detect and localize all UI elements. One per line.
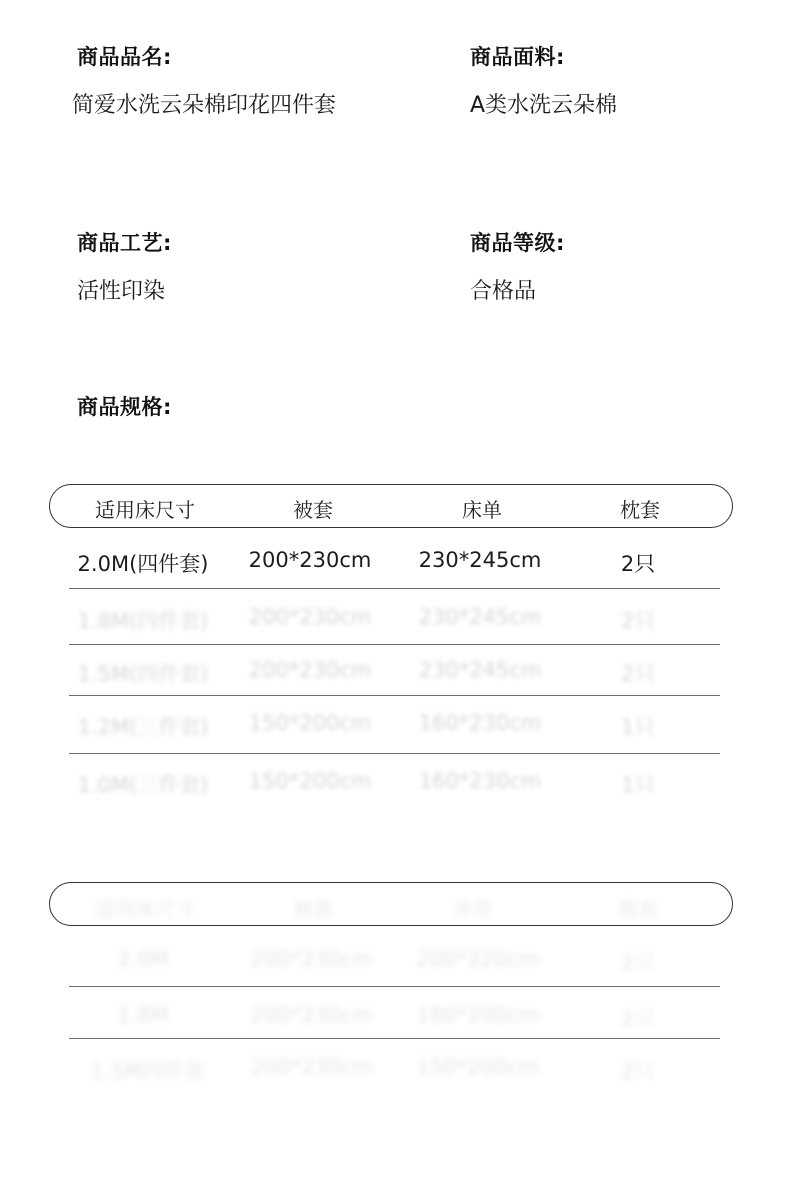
header-duvet: 被套 xyxy=(293,498,333,522)
table-cell: 1只 xyxy=(620,715,656,739)
table-cell: 200*230cm xyxy=(248,605,372,629)
fabric-value: A类水洗云朵棉 xyxy=(470,93,618,118)
table-cell: 2只 xyxy=(620,1059,656,1083)
table-cell: 150*200cm xyxy=(248,711,372,735)
table-cell: 1.5M四件套 xyxy=(90,1059,206,1083)
table-cell: 2只 xyxy=(620,951,656,975)
table-cell: 1.2M(三件套) xyxy=(77,715,209,739)
header-duvet: 被套 xyxy=(293,897,333,921)
table-cell: 2只 xyxy=(620,662,656,686)
table-cell: 230*245cm xyxy=(418,658,542,682)
header-bed-size: 适用床尺寸 xyxy=(95,498,195,522)
table-cell: 2只 xyxy=(620,1007,656,1031)
table-cell: 200*230cm xyxy=(248,658,372,682)
header-sheet: 床单 xyxy=(462,498,502,522)
grade-label: 商品等级: xyxy=(470,231,565,255)
row-divider xyxy=(69,986,720,987)
grade-value: 合格品 xyxy=(470,279,537,304)
header-pillowcase: 枕套 xyxy=(618,897,658,921)
row-divider xyxy=(69,1038,720,1039)
table-cell: 200*220cm xyxy=(416,947,540,971)
table-cell: 200*230cm xyxy=(250,947,374,971)
table-cell: 1.8M xyxy=(117,1003,169,1027)
craft-value: 活性印染 xyxy=(77,279,166,304)
table-cell: 150*200cm xyxy=(248,769,372,793)
table-cell: 200*230cm xyxy=(250,1003,374,1027)
header-fitted-sheet: 床笠 xyxy=(453,897,493,921)
name-value: 简爱水洗云朵棉印花四件套 xyxy=(72,93,337,118)
table-cell: 160*230cm xyxy=(418,711,542,735)
header-pillowcase: 枕套 xyxy=(620,498,660,522)
row-divider xyxy=(69,588,720,589)
table-cell: 2只 xyxy=(620,552,656,576)
row-divider xyxy=(69,753,720,754)
table-cell: 200*230cm xyxy=(250,1055,374,1079)
table-cell: 180*200cm xyxy=(416,1003,540,1027)
table-cell: 1.0M(三件套) xyxy=(77,773,209,797)
spec-label: 商品规格: xyxy=(77,395,172,419)
table-cell: 1只 xyxy=(620,773,656,797)
fabric-label: 商品面料: xyxy=(470,45,565,69)
table-cell: 150*200cm xyxy=(416,1055,540,1079)
table-cell: 200*230cm xyxy=(248,548,372,572)
header-bed-size: 适用床尺寸 xyxy=(95,897,195,921)
table-cell: 1.5M(四件套) xyxy=(77,662,209,686)
table-cell: 2.0M xyxy=(117,947,169,971)
row-divider xyxy=(69,695,720,696)
table-cell: 230*245cm xyxy=(418,548,542,572)
table-cell: 2.0M(四件套) xyxy=(77,552,209,576)
craft-label: 商品工艺: xyxy=(77,231,172,255)
row-divider xyxy=(69,644,720,645)
table-cell: 230*245cm xyxy=(418,605,542,629)
name-label: 商品品名: xyxy=(77,45,172,69)
table-cell: 2只 xyxy=(620,609,656,633)
table-cell: 1.8M(四件套) xyxy=(77,609,209,633)
table-cell: 160*230cm xyxy=(418,769,542,793)
